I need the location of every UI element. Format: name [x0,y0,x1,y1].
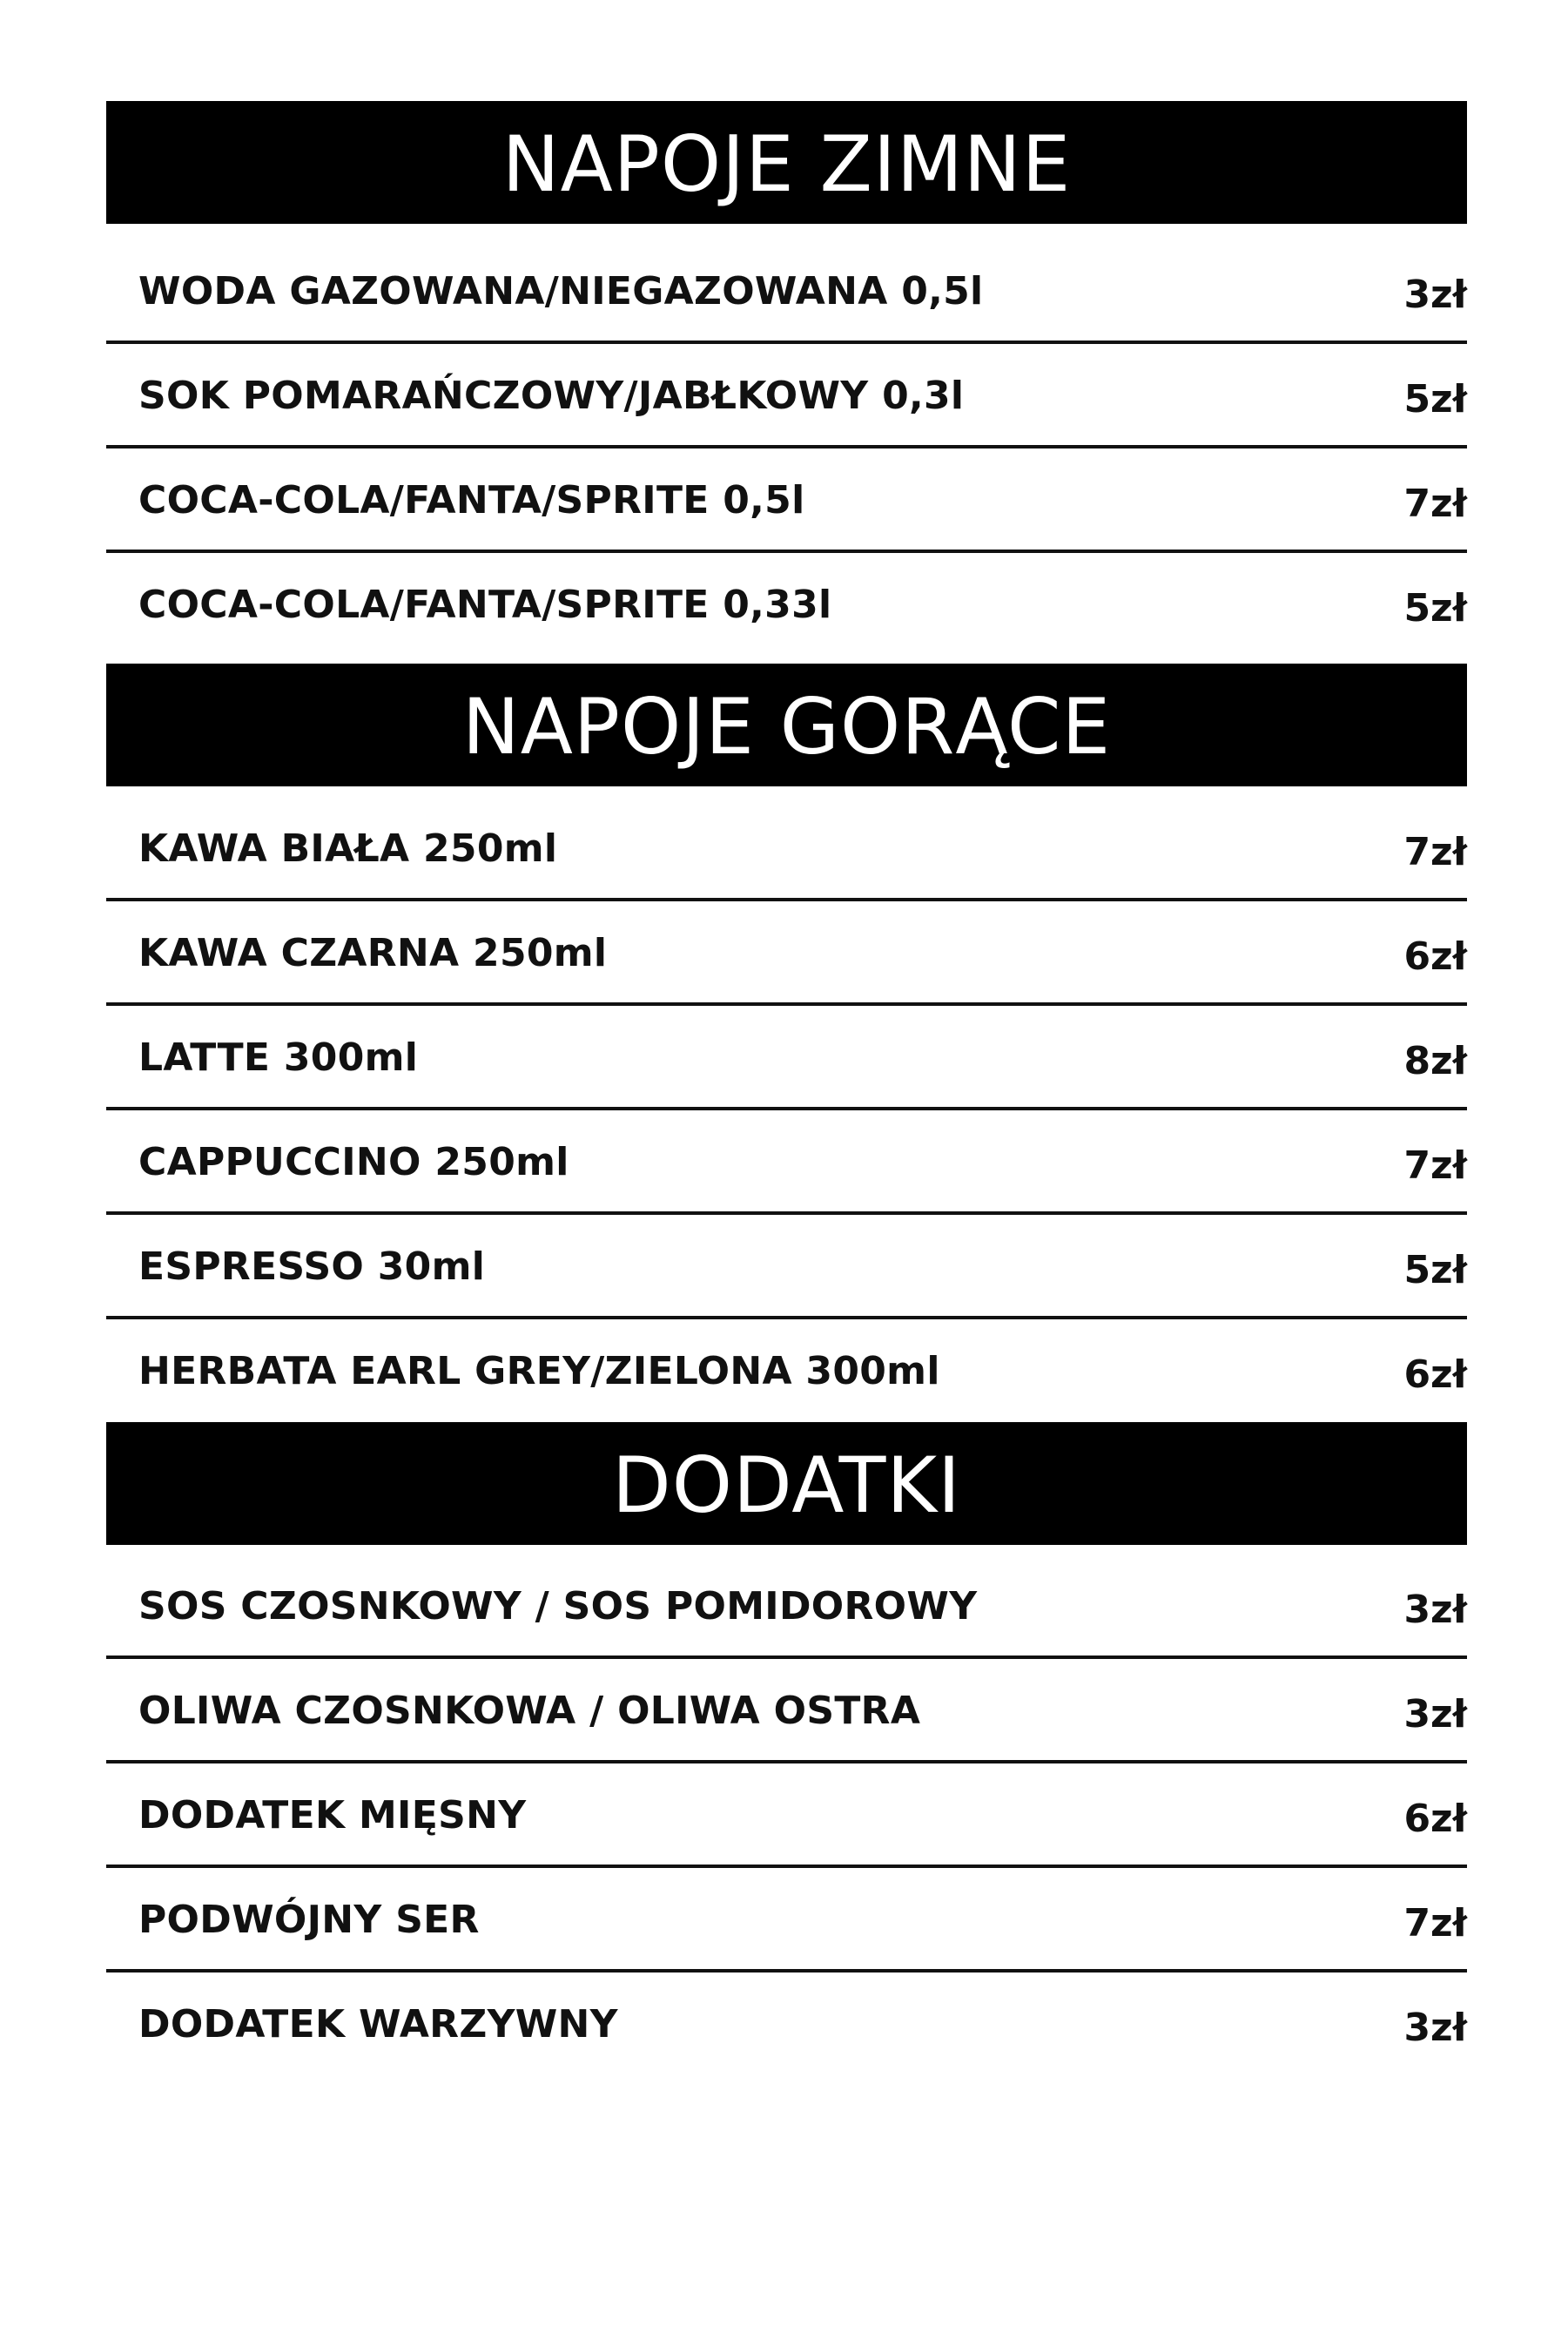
item-name: DODATEK MIĘSNY [138,1793,527,1838]
menu-item [106,239,1467,344]
item-name: HERBATA EARL GREY/ZIELONA 300ml [138,1349,940,1393]
section-header-hot-drinks [106,664,1467,786]
menu-item [106,797,1467,901]
section-title: NAPOJE GORĄCE [461,682,1112,772]
item-name: KAWA BIAŁA 250ml [138,826,558,871]
menu-item [106,1659,1467,1763]
item-name: ESPRESSO 30ml [138,1244,486,1289]
menu-item [106,553,1467,657]
section-header-extras [106,1422,1467,1545]
item-price: 7zł [1403,830,1467,874]
section-title: DODATKI [611,1440,962,1530]
item-price: 7zł [1403,1143,1467,1188]
item-name: PODWÓJNY SER [138,1898,480,1942]
item-price: 6zł [1403,1797,1467,1841]
item-name: CAPPUCCINO 250ml [138,1140,569,1184]
menu-item [106,1763,1467,1868]
item-price: 5zł [1403,1248,1467,1292]
item-name: COCA-COLA/FANTA/SPRITE 0,5l [138,478,805,523]
item-price: 6zł [1403,934,1467,979]
item-price: 3zł [1403,2006,1467,2050]
menu-item [106,1110,1467,1215]
menu-item [106,1554,1467,1659]
item-price: 7zł [1403,482,1467,526]
item-name: LATTE 300ml [138,1035,419,1080]
item-price: 7zł [1403,1901,1467,1946]
item-price: 6zł [1403,1352,1467,1397]
item-price: 5zł [1403,377,1467,421]
menu-item [106,1215,1467,1319]
item-price: 3zł [1403,273,1467,317]
item-name: OLIWA CZOSNKOWA / OLIWA OSTRA [138,1689,921,1733]
item-price: 8zł [1403,1039,1467,1083]
section-header-cold-drinks [106,101,1467,224]
item-price: 3zł [1403,1692,1467,1736]
menu-item [106,1972,1467,2077]
item-name: DODATEK WARZYWNY [138,2002,618,2047]
menu-item [106,344,1467,448]
item-name: SOK POMARAŃCZOWY/JABŁKOWY 0,3l [138,374,965,418]
item-price: 3zł [1403,1588,1467,1632]
menu-item [106,1319,1467,1424]
menu-item [106,448,1467,553]
item-name: SOS CZOSNKOWY / SOS POMIDOROWY [138,1584,978,1629]
item-name: KAWA CZARNA 250ml [138,931,608,975]
section-title: NAPOJE ZIMNE [501,119,1072,209]
item-name: WODA GAZOWANA/NIEGAZOWANA 0,5l [138,269,984,314]
item-name: COCA-COLA/FANTA/SPRITE 0,33l [138,583,832,627]
menu-item [106,1868,1467,1972]
menu-item [106,1006,1467,1110]
item-price: 5zł [1403,586,1467,631]
menu-item [106,901,1467,1006]
